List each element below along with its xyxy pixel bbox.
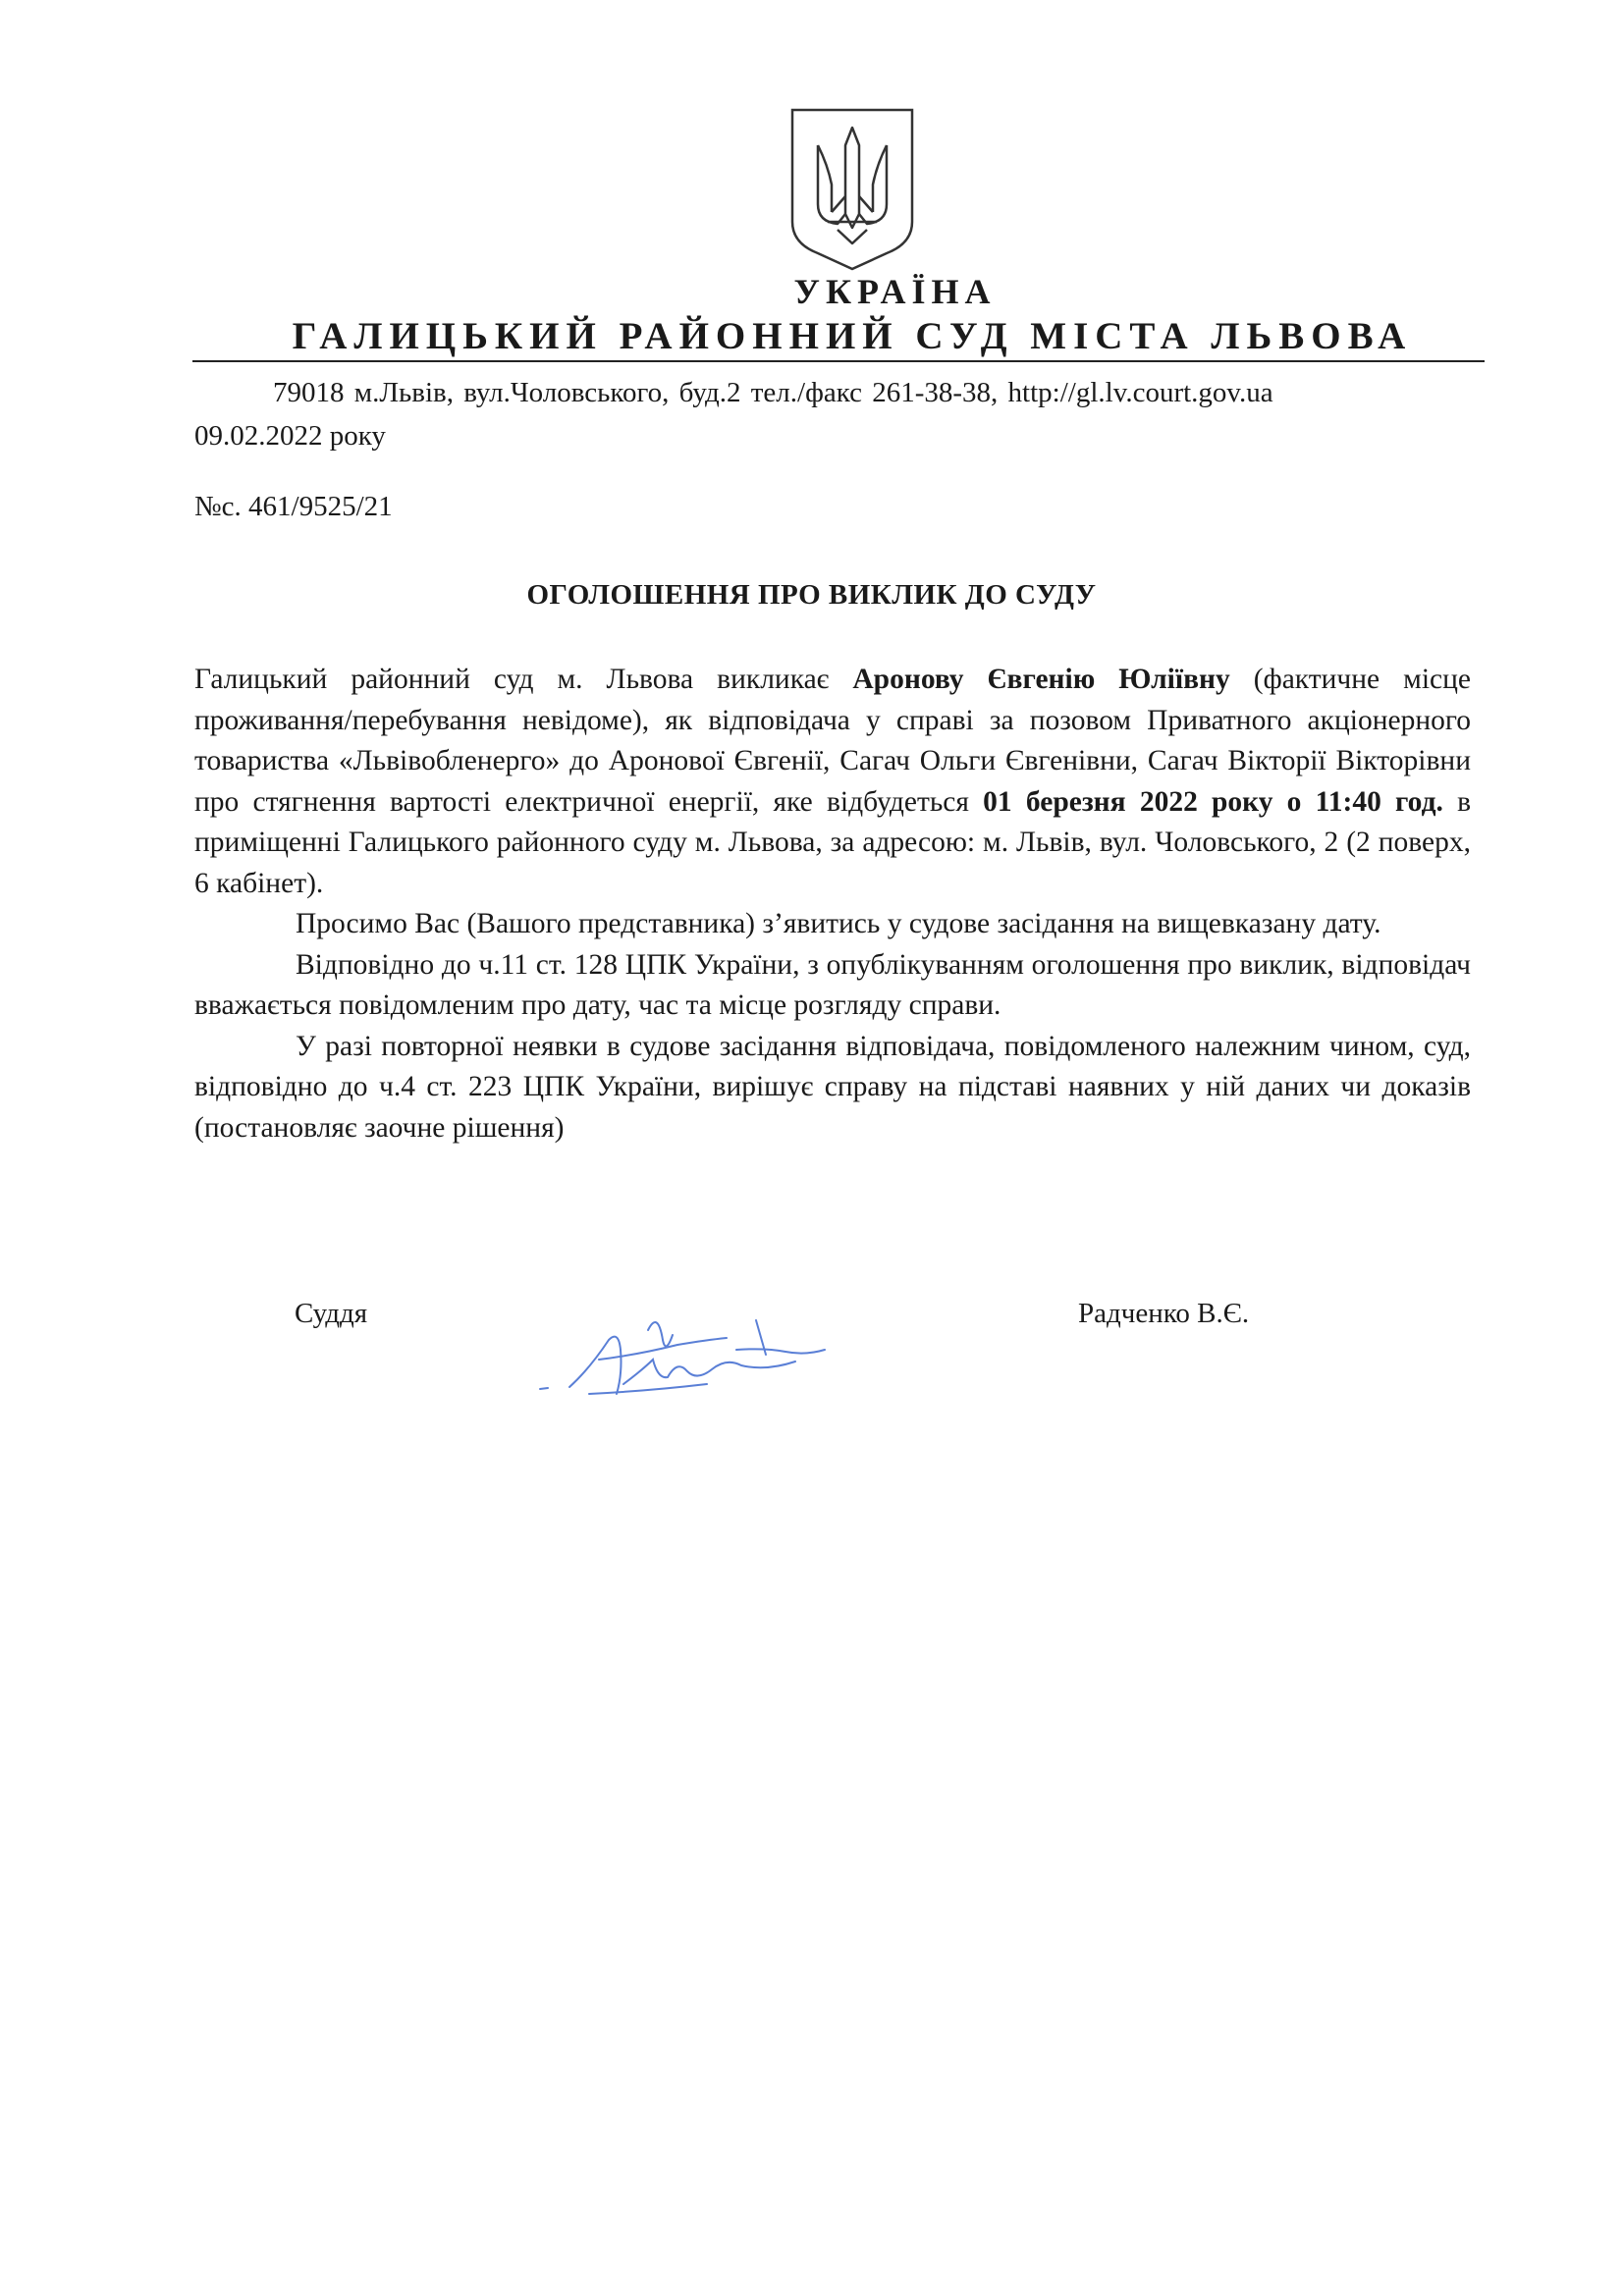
paragraph-notice: Відповідно до ч.11 ст. 128 ЦПК України, з опублікуванням оголошення про виклик, відповідач вважається повідомленим про дату, час та місце розгляду справи. (194, 948, 1471, 1021)
summons-intro: Галицький районний суд м. Львова викликає (194, 664, 853, 695)
document-body (194, 660, 1471, 1148)
court-name: ГАЛИЦЬКИЙ РАЙОННИЙ СУД МІСТА ЛЬВОВА (292, 315, 1413, 357)
signature-image (530, 1301, 854, 1409)
court-address: 79018 м.Львів, вул.Чоловського, буд.2 тел./факс 261-38-38, http://gl.lv.court.gov.ua (273, 377, 1273, 408)
paragraph-consequence: У разі повторної неявки в судове засідання відповідача, повідомленого належним чином, суд, відповідно до ч.4 ст. 223 ЦПК України, вирішує справу на підставі наявних у ній даних чи доказів (постановляє заочне рішення) (194, 1030, 1471, 1144)
judge-label: Суддя (295, 1298, 368, 1329)
document-date: 09.02.2022 року (194, 420, 386, 452)
summons-details: (фактичне місце проживання/перебування невідоме), як відповідача у справі за позовом Приватного акціонерного товариства «Львівобленерго» до Аронової Євгенії, Сагач Ольги Євгенівни, Сагач Вікторії Вікторівни про стягнення вартості електричної енергії, яке відбудеться (194, 664, 1471, 818)
paragraph-summons (194, 660, 1471, 904)
paragraph-request: Просимо Вас (Вашого представника) з’явитись у судове засідання на вищевказану дату. (296, 908, 1381, 939)
defendant-name: Аронову Євгенію Юліївну (852, 664, 1230, 695)
case-number: №с. 461/9525/21 (194, 491, 393, 522)
coat-of-arms-icon (788, 106, 916, 273)
hearing-datetime: 01 березня 2022 року о 11:40 год. (983, 785, 1443, 818)
document-title: ОГОЛОШЕННЯ ПРО ВИКЛИК ДО СУДУ (526, 579, 1097, 611)
country-title: УКРАЇНА (793, 272, 997, 311)
summons-location: в приміщенні Галицького районного суду м. Львова, за адресою: м. Львів, вул. Чоловського, 2 (2 поверх, 6 кабінет). (194, 785, 1471, 899)
header-divider (192, 360, 1485, 362)
judge-name: Радченко В.Є. (1078, 1298, 1250, 1329)
